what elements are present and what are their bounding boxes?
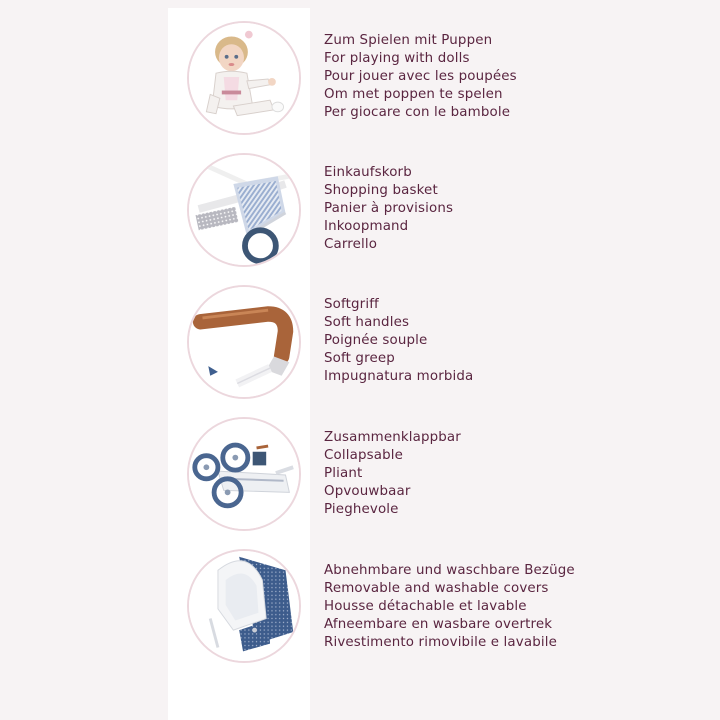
feature-labels [324, 429, 461, 519]
label-it: Impugnatura morbida [324, 369, 474, 384]
feature-labels [324, 562, 575, 652]
label-fr: Panier à provisions [324, 201, 454, 216]
label-it: Rivestimento rimovibile e lavabile [324, 635, 557, 650]
label-en: Soft handles [324, 315, 410, 330]
label-fr: Pour jouer avec les poupées [324, 69, 517, 84]
shopping-basket-icon [187, 153, 301, 267]
label-en: Shopping basket [324, 183, 438, 198]
label-fr: Housse détachable et lavable [324, 599, 527, 614]
label-de: Abnehmbare und waschbare Bezüge [324, 563, 575, 578]
label-nl: Afneembare en wasbare overtrek [324, 617, 553, 632]
label-en: For playing with dolls [324, 51, 470, 66]
label-de: Zusammenklappbar [324, 430, 461, 445]
label-it: Per giocare con le bambole [324, 105, 511, 120]
removable-cover-icon [187, 549, 301, 663]
label-it: Carrello [324, 237, 378, 252]
folded-stroller-icon [187, 417, 301, 531]
label-nl: Opvouwbaar [324, 484, 411, 499]
label-fr: Pliant [324, 466, 363, 481]
label-en: Removable and washable covers [324, 581, 549, 596]
label-it: Pieghevole [324, 502, 399, 517]
label-en: Collapsable [324, 448, 403, 463]
label-nl: Inkoopmand [324, 219, 409, 234]
label-nl: Soft greep [324, 351, 395, 366]
label-de: Einkaufskorb [324, 165, 412, 180]
soft-handle-icon [187, 285, 301, 399]
label-de: Zum Spielen mit Puppen [324, 33, 493, 48]
label-nl: Om met poppen te spelen [324, 87, 503, 102]
label-de: Softgriff [324, 297, 379, 312]
label-fr: Poignée souple [324, 333, 428, 348]
feature-labels [324, 296, 473, 386]
feature-labels [324, 164, 453, 254]
